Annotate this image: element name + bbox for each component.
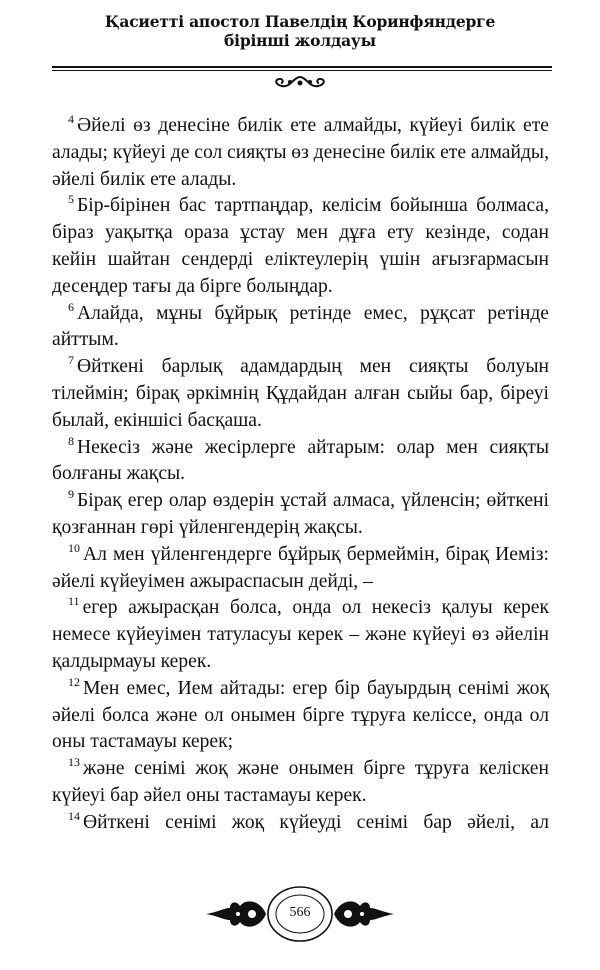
running-header — [0, 12, 600, 50]
verse-line — [52, 488, 549, 515]
verse-line — [52, 327, 549, 354]
verse-line — [52, 515, 549, 542]
verse-number: 11 — [68, 594, 80, 609]
verse-line — [52, 381, 549, 408]
verse-text: болғаны жақсы. — [52, 463, 186, 485]
verse-number: 5 — [68, 192, 74, 207]
verse — [52, 193, 549, 300]
page-footer — [200, 872, 400, 962]
verse-number: 10 — [68, 540, 80, 555]
verse — [52, 542, 549, 596]
verse-text: әйелі болса және ол онымен бірге тұруға келіссе, онда ол — [52, 704, 549, 726]
header-ornament-icon — [270, 74, 330, 90]
scripture-text — [52, 113, 549, 837]
verse-text: қозғаннан гөрі үйленгендерің жақсы. — [52, 516, 363, 538]
verse-text: қалдырмауы керек. — [52, 650, 212, 672]
header-title-line2: бірінші жолдауы — [224, 31, 376, 50]
verse — [52, 676, 549, 756]
verse-line — [52, 274, 549, 301]
verse-number: 14 — [68, 808, 80, 823]
verse-text: Бірақ егер олар өздерін ұстай алмаса, үйленсін; өйткені — [77, 490, 549, 512]
verse-line — [52, 729, 549, 756]
verse-line — [52, 247, 549, 274]
verse-text: әйелі күйеуімен ажыраспасын дейді, – — [52, 570, 373, 592]
verse-line — [52, 569, 549, 596]
verse-text: Әйелі өз денесіне билік ете алмайды, күйеуі билік ете — [77, 115, 549, 136]
verse-text: Өйткені барлық адамдардың мен сияқты болуын — [77, 356, 549, 378]
verse-line — [52, 354, 549, 381]
verse-number: 7 — [68, 353, 74, 368]
page-number: 566 — [289, 905, 311, 920]
verse-number: 12 — [68, 674, 80, 689]
verse — [52, 354, 549, 434]
verse-number: 9 — [68, 487, 74, 502]
verse-line — [52, 676, 549, 703]
verse-line — [52, 408, 549, 435]
verse — [52, 595, 549, 675]
verse-line — [52, 220, 549, 247]
verse-text: Ал мен үйленгендерге бұйрық бермеймін, бірақ Иеміз: — [83, 543, 549, 565]
verse-text: әйелі билік ете алады. — [52, 168, 237, 190]
verse-number: 8 — [68, 433, 74, 448]
verse-line — [52, 622, 549, 649]
verse-line — [52, 756, 549, 783]
verse-text: Бір-бірінен бас тартпаңдар, келісім бойынша болмаса, — [77, 195, 549, 217]
verse-line — [52, 193, 549, 220]
verse-text: Өйткені сенімі жоқ күйеуді сенімі бар әйелі, ал — [83, 811, 549, 833]
verse-number: 4 — [68, 112, 74, 126]
verse — [52, 810, 549, 837]
verse-line — [52, 810, 549, 837]
verse — [52, 435, 549, 489]
verse — [52, 756, 549, 810]
verse-text: айттым. — [52, 329, 119, 351]
verse-line — [52, 542, 549, 569]
header-rule-thin — [52, 70, 552, 71]
verse-text: алады; күйеуі де сол сияқты өз денесіне билік ете алмайды, — [52, 141, 549, 163]
verse-number: 6 — [68, 299, 74, 314]
verse-text: біраз уақытқа ораза ұстау мен дұға ету кезінде, содан — [52, 222, 549, 244]
verse-line — [52, 435, 549, 462]
verse-line — [52, 595, 549, 622]
verse-line — [52, 649, 549, 676]
verse-text: кейін шайтан сендерді еліктеулерің үшін ағызғармасын — [52, 248, 549, 270]
verse-text: күйеуі бар әйел оны тастамауы керек. — [52, 784, 367, 806]
verse-line — [52, 461, 549, 488]
header-rule — [52, 66, 552, 68]
verse-line — [52, 113, 549, 140]
header-title-line1: Қасиетті апостол Павелдің Коринфяндерге — [104, 12, 496, 31]
verse-text: Некесіз және жесірлерге айтарым: олар мен сияқты — [77, 436, 549, 458]
verse-number: 13 — [68, 755, 80, 770]
verse-text: десеңдер тағы да бірге болыңдар. — [52, 275, 333, 297]
verse — [52, 113, 549, 193]
verse-line — [52, 140, 549, 167]
verse-text: Алайда, мұны бұйрық ретінде емес, рұқсат ретінде — [77, 302, 549, 324]
verse — [52, 488, 549, 542]
verse-line — [52, 783, 549, 810]
verse-text: оны тастамауы керек; — [52, 731, 234, 753]
verse — [52, 301, 549, 355]
verse-text: немесе күйеуімен татуласуы керек – және күйеуі өз әйелін — [52, 624, 549, 646]
verse-line — [52, 167, 549, 194]
verse-text: тілеймін; бірақ әркімнің Құдайдан алған сыйы бар, біреуі — [52, 382, 549, 404]
verse-text: және сенімі жоқ және онымен бірге тұруға келіскен — [83, 758, 549, 780]
verse-line — [52, 703, 549, 730]
verse-text: Мен емес, Ием айтады: егер бір бауырдың сенімі жоқ — [83, 677, 549, 699]
verse-text: былай, екіншісі басқаша. — [52, 409, 262, 431]
verse-text: егер ажырасқан болса, онда ол некесіз қалуы керек — [82, 597, 549, 619]
verse-line — [52, 301, 549, 328]
